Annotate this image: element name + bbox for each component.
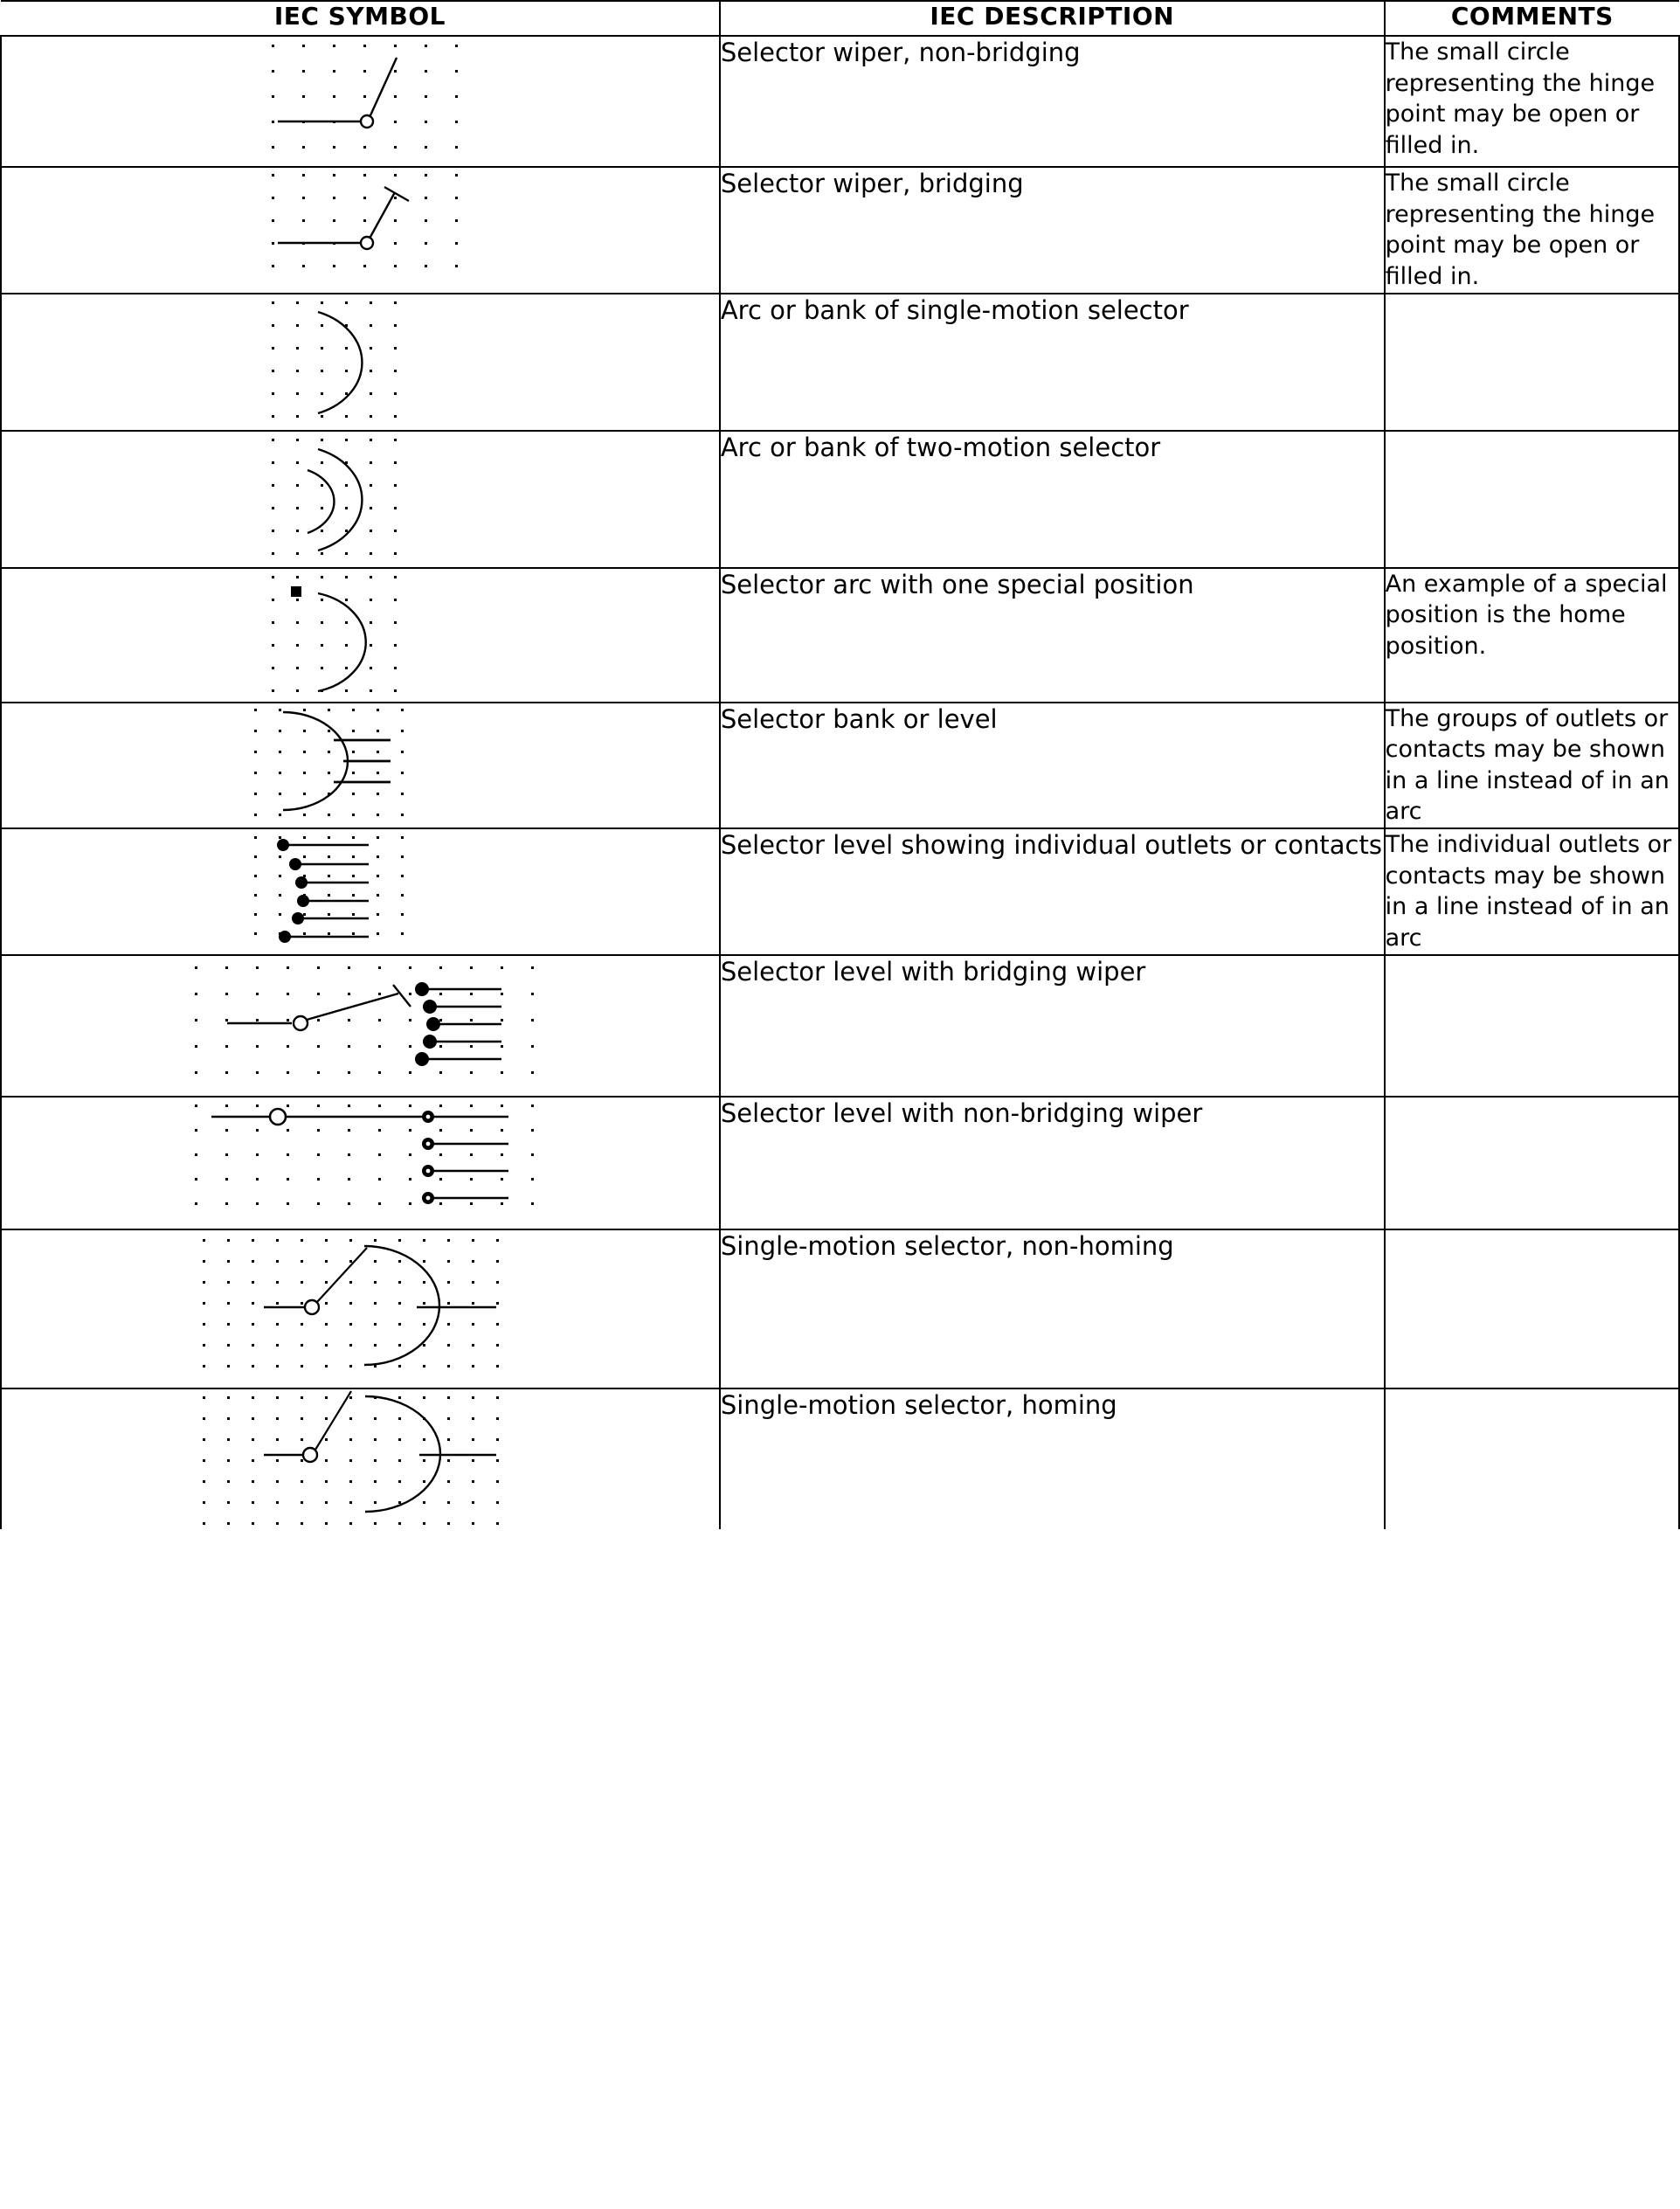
table-row (1, 167, 1679, 294)
table-row (1, 1388, 1679, 1529)
special-position-marker (291, 586, 301, 597)
selector-bank-or-level-symbol (229, 703, 491, 819)
selector-wiper-bridging-symbol (246, 168, 474, 280)
table-row (1, 955, 1679, 1097)
table-row (1, 703, 1679, 829)
comment-cell: The groups of outlets or contacts may be shown in a line instead of in an arc (1385, 703, 1679, 829)
description-cell: Arc or bank of single-motion selector (720, 294, 1385, 431)
selector-level-non-bridging-wiper-symbol (176, 1098, 543, 1229)
description-cell: Single-motion selector, non-homing (720, 1229, 1385, 1388)
table-header-row (1, 1, 1679, 36)
description-cell: Single-motion selector, homing (720, 1388, 1385, 1529)
description-cell: Selector arc with one special position (720, 568, 1385, 703)
single-motion-selector-non-homing-symbol (185, 1230, 535, 1388)
table-row (1, 1097, 1679, 1229)
selector-wiper-non-bridging-symbol (246, 37, 474, 166)
selector-level-bridging-wiper-symbol (176, 956, 543, 1096)
comment-cell (1385, 294, 1679, 431)
arc-two-motion-selector-symbol (246, 432, 474, 567)
symbol-cell (1, 167, 720, 294)
selector-level-individual-outlets-symbol (229, 829, 491, 952)
table-row (1, 828, 1679, 955)
column-header-comments: COMMENTS (1385, 1, 1679, 36)
symbol-cell (1, 955, 720, 1097)
symbol-cell (1, 431, 720, 568)
table-row (1, 431, 1679, 568)
comment-cell: An example of a special position is the home position. (1385, 568, 1679, 703)
table-row (1, 568, 1679, 703)
symbol-cell (1, 828, 720, 955)
description-cell: Selector wiper, bridging (720, 167, 1385, 294)
comment-cell: The individual outlets or contacts may be shown in a line instead of in an arc (1385, 828, 1679, 955)
symbol-cell (1, 36, 720, 167)
arc-single-motion-selector-symbol (246, 294, 474, 430)
comment-cell (1385, 1229, 1679, 1388)
table-row (1, 294, 1679, 431)
description-cell: Selector level with bridging wiper (720, 955, 1385, 1097)
symbol-cell (1, 1229, 720, 1388)
comment-cell (1385, 1388, 1679, 1529)
symbol-cell (1, 1388, 720, 1529)
description-cell: Selector level with non-bridging wiper (720, 1097, 1385, 1229)
symbol-cell (1, 294, 720, 431)
single-motion-selector-homing-symbol (185, 1389, 535, 1529)
column-header-iec-symbol: IEC SYMBOL (1, 1, 720, 36)
comment-cell (1385, 431, 1679, 568)
comment-cell (1385, 955, 1679, 1097)
selector-arc-special-position-symbol (246, 569, 474, 702)
table-row (1, 36, 1679, 167)
description-cell: Selector level showing individual outlets or contacts (720, 828, 1385, 955)
comment-cell (1385, 1097, 1679, 1229)
symbol-cell (1, 568, 720, 703)
symbol-cell (1, 703, 720, 829)
description-cell: Selector bank or level (720, 703, 1385, 829)
description-cell: Arc or bank of two-motion selector (720, 431, 1385, 568)
description-cell: Selector wiper, non-bridging (720, 36, 1385, 167)
column-header-iec-description: IEC DESCRIPTION (720, 1, 1385, 36)
symbol-cell (1, 1097, 720, 1229)
comment-cell: The small circle representing the hinge point may be open or filled in. (1385, 36, 1679, 167)
table-row (1, 1229, 1679, 1388)
comment-cell: The small circle representing the hinge point may be open or filled in. (1385, 167, 1679, 294)
